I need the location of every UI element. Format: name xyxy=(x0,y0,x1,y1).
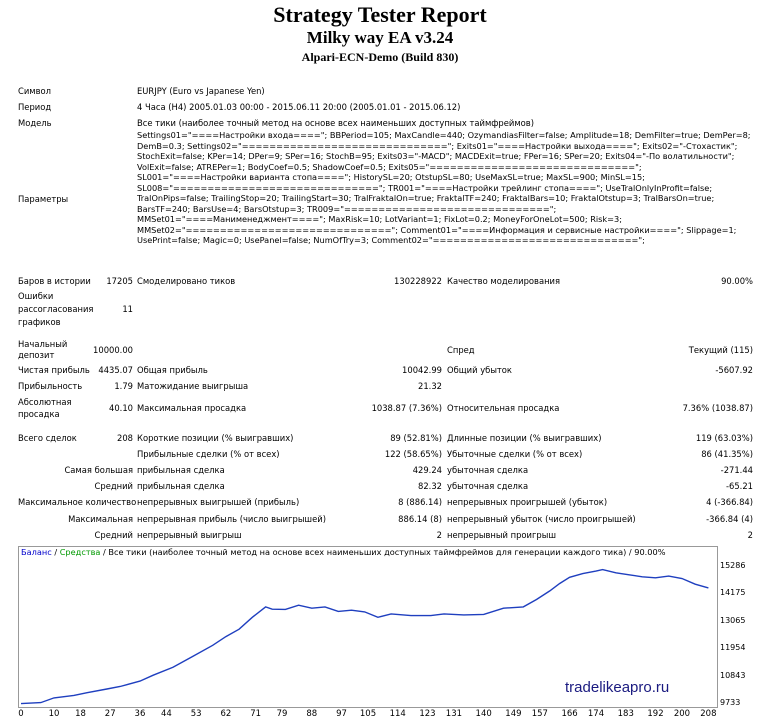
largest-label: Самая большая xyxy=(64,465,133,475)
gross-profit-value: 10042.99 xyxy=(402,365,442,375)
short-label: Короткие позиции (% выигравших) xyxy=(137,433,294,443)
quality-value: 90.00% xyxy=(721,276,753,286)
avg-cons-losses-label: непрерывный проигрыш xyxy=(447,530,556,540)
spread-label: Спред xyxy=(447,345,475,355)
max-cons-wins-value: 8 (886.14) xyxy=(398,497,442,507)
net-profit-label: Чистая прибыль xyxy=(18,365,90,375)
max-cons-losses-value: 4 (-366.84) xyxy=(706,497,753,507)
profit-factor-label: Прибыльность xyxy=(18,381,83,391)
params-line: MMSet01="====Манименеджмент===="; MaxRisk=10; LotVariant=1; FixLot=0.2; MoneyForOneLot=500; Risk=3; xyxy=(137,214,623,225)
max-cons-loss-value: -366.84 (4) xyxy=(706,514,753,524)
x-tick-label: 44 xyxy=(160,709,172,719)
y-tick-label: 13065 xyxy=(720,615,746,625)
bars-label: Баров в истории xyxy=(18,276,91,286)
errors-label-2: рассогласования xyxy=(18,304,94,314)
watermark: tradelikeapro.ru xyxy=(565,679,670,696)
max-dd-value: 1038.87 (7.36%) xyxy=(371,403,442,413)
expected-payoff-label: Матожидание выигрыша xyxy=(137,381,249,391)
params-line: MMSet02="=============================="; Comment01="====Информация и сервисные настройки===="; Slippage=1; xyxy=(137,224,737,235)
legend-separator: / xyxy=(100,547,109,557)
gross-loss-label: Общий убыток xyxy=(447,365,512,375)
x-tick-label: 27 xyxy=(104,709,116,719)
abs-dd-label-1: Абсолютная xyxy=(18,397,72,407)
average-profit-value: 82.32 xyxy=(418,481,442,491)
average-profit-label: прибыльная сделка xyxy=(137,481,225,491)
maximal-label: Максимальная xyxy=(68,514,133,524)
params-block xyxy=(137,130,757,246)
max-count-label: Максимальное количество xyxy=(18,497,137,507)
model-value: Все тики (наиболее точный метод на основе всех наименьших доступных таймфреймов) xyxy=(137,118,534,128)
params-line: TralOnPips=false; TrailingStop=20; TrailingStart=30; TralFraktalOn=true; FraktalTF=240; FraktalBars=10; FraktalOtstup=3; TralBarsOn=true; xyxy=(137,193,715,204)
gross-loss-value: -5607.92 xyxy=(715,365,753,375)
x-tick-label: 88 xyxy=(306,709,318,719)
params-label: Параметры xyxy=(18,194,69,204)
max-cons-wins-label: непрерывных выигрышей (прибыль) xyxy=(137,497,300,507)
x-tick-label: 114 xyxy=(389,709,406,719)
errors-label-1: Ошибки xyxy=(18,291,54,301)
y-tick-label: 9733 xyxy=(720,698,741,707)
quality-label: Качество моделирования xyxy=(447,276,561,286)
x-tick-label: 62 xyxy=(220,709,232,719)
ea-name: Milky way EA v3.24 xyxy=(306,28,454,47)
spread-value: Текущий (115) xyxy=(688,345,753,355)
x-tick-label: 123 xyxy=(419,709,436,719)
y-tick-label: 15286 xyxy=(720,560,746,570)
x-tick-label: 166 xyxy=(561,709,578,719)
x-tick-label: 140 xyxy=(475,709,492,719)
x-tick-label: 192 xyxy=(647,709,664,719)
x-tick-label: 208 xyxy=(700,709,717,719)
average-label: Средний xyxy=(94,481,133,491)
max-cons-profit-label: непрерывная прибыль (число выигрышей) xyxy=(137,514,326,524)
avg-cons-label: Средний xyxy=(94,530,133,540)
max-cons-losses-label: непрерывных проигрышей (убыток) xyxy=(447,497,608,507)
legend-balance: Баланс xyxy=(21,547,52,557)
errors-label-3: графиков xyxy=(18,317,61,327)
deposit-value: 10000.00 xyxy=(93,345,133,355)
bars-value: 17205 xyxy=(106,276,133,286)
x-tick-label: 97 xyxy=(336,709,347,719)
abs-dd-label-2: просадка xyxy=(18,409,60,419)
abs-dd-value: 40.10 xyxy=(109,403,133,413)
x-tick-label: 131 xyxy=(445,709,463,719)
largest-profit-value: 429.24 xyxy=(412,465,442,475)
x-tick-label: 157 xyxy=(531,709,548,719)
profit-trades-label: Прибыльные сделки (% от всех) xyxy=(137,449,280,459)
x-tick-label: 105 xyxy=(359,709,377,719)
errors-value: 11 xyxy=(122,304,133,314)
params-line: StochExit=false; KPer=14; DPer=9; SPer=16; StochB=95; Exits03="-MACD"; MACDExit=true; FPer=16; SPer=20; Exits04="-По волатильности"; xyxy=(137,151,735,162)
symbol-label: Символ xyxy=(18,86,52,96)
ticks-label: Смоделировано тиков xyxy=(137,276,236,286)
max-dd-label: Максимальная просадка xyxy=(137,403,247,413)
x-tick-label: 149 xyxy=(505,709,522,719)
total-trades-label: Всего сделок xyxy=(18,433,77,443)
max-cons-loss-label: непрерывный убыток (число проигрышей) xyxy=(447,514,636,524)
net-profit-value: 4435.07 xyxy=(98,365,133,375)
max-cons-profit-value: 886.14 (8) xyxy=(398,514,442,524)
x-tick-label: 0 xyxy=(18,709,24,719)
params-line: SL008="=============================="; TR001="====Настройки трейлинг стопа===="; UseTralOnlyInProfit=false; xyxy=(137,182,713,193)
x-tick-label: 18 xyxy=(75,709,86,719)
x-tick-label: 71 xyxy=(250,709,262,719)
period-value: 4 Часа (H4) 2005.01.03 00:00 - 2015.06.11 20:00 (2005.01.01 - 2015.06.12) xyxy=(137,102,461,112)
legend-separator: / xyxy=(51,547,60,557)
x-tick-label: 183 xyxy=(617,709,634,719)
avg-cons-wins-label: непрерывный выигрыш xyxy=(137,530,242,540)
symbol-value: EURJPY (Euro vs Japanese Yen) xyxy=(137,86,265,96)
profit-factor-value: 1.79 xyxy=(114,381,133,391)
server-name: Alpari-ECN-Demo (Build 830) xyxy=(301,50,459,64)
x-tick-label: 10 xyxy=(48,709,60,719)
legend-equity: Средства xyxy=(59,547,101,557)
x-tick-label: 36 xyxy=(134,709,146,719)
expected-payoff-value: 21.32 xyxy=(418,381,442,391)
largest-loss-label: убыточная сделка xyxy=(447,465,529,475)
average-loss-value: -65.21 xyxy=(726,481,753,491)
x-tick-label: 174 xyxy=(587,709,605,719)
params-line: SL001="====Настройки варианта стопа===="; HistorySL=20; OtstupSL=80; UseMaxSL=true; MaxSL=900; MinSL=15; xyxy=(137,172,645,183)
chart-description: Все тики (наиболее точный метод на основе всех наименьших доступных таймфреймов для генерации каждого тика) / 90.00% xyxy=(108,547,666,557)
y-tick-label: 11954 xyxy=(720,643,746,653)
params-line: UsePrint=false; Magic=0; UsePanel=false; NumOfTry=3; Comment02="=============================="; xyxy=(137,235,645,246)
y-tick-label: 14175 xyxy=(720,588,746,598)
params-line: BarsTF=240; BarsUse=4; BarsOtstup=3; TR009="=============================="; xyxy=(137,203,557,214)
long-label: Длинные позиции (% выигравших) xyxy=(447,433,602,443)
avg-cons-wins-value: 2 xyxy=(436,530,442,540)
long-value: 119 (63.03%) xyxy=(695,433,753,443)
y-tick-label: 10843 xyxy=(720,670,746,680)
x-tick-label: 200 xyxy=(673,709,691,719)
loss-trades-label: Убыточные сделки (% от всех) xyxy=(447,449,583,459)
rel-dd-value: 7.36% (1038.87) xyxy=(682,403,753,413)
params-line: Settings01="====Настройки входа===="; BBPeriod=105; MaxCandle=440; OzymandiasFilter=false; Amplitude=18; DemFilter=true; DemPer=8; xyxy=(137,130,751,140)
params-line: DemB=0.3; Settings02="=============================="; Exits01="====Настройки выхода===="; Exits02="-Стохастик"; xyxy=(137,140,738,151)
profit-trades-value: 122 (58.65%) xyxy=(384,449,442,459)
x-tick-label: 79 xyxy=(276,709,288,719)
gross-profit-label: Общая прибыль xyxy=(137,365,208,375)
total-trades-value: 208 xyxy=(117,433,133,443)
period-label: Период xyxy=(18,102,52,112)
report-title: Strategy Tester Report xyxy=(273,2,487,27)
loss-trades-value: 86 (41.35%) xyxy=(701,449,753,459)
deposit-label-1: Начальный xyxy=(18,339,68,349)
largest-loss-value: -271.44 xyxy=(720,465,753,475)
chart-header xyxy=(21,547,665,557)
rel-dd-label: Относительная просадка xyxy=(447,403,560,413)
largest-profit-label: прибыльная сделка xyxy=(137,465,225,475)
model-label: Модель xyxy=(18,118,52,128)
x-tick-label: 53 xyxy=(190,709,202,719)
deposit-label-2: депозит xyxy=(18,350,55,360)
average-loss-label: убыточная сделка xyxy=(447,481,529,491)
params-line: VolExit=false; ATREPer=1; BodyCoef=0.5; ShadowCoef=0.5; Exits05="=============================="; xyxy=(137,161,642,172)
short-value: 89 (52.81%) xyxy=(390,433,442,443)
avg-cons-losses-value: 2 xyxy=(747,530,753,540)
ticks-value: 130228922 xyxy=(394,276,442,286)
